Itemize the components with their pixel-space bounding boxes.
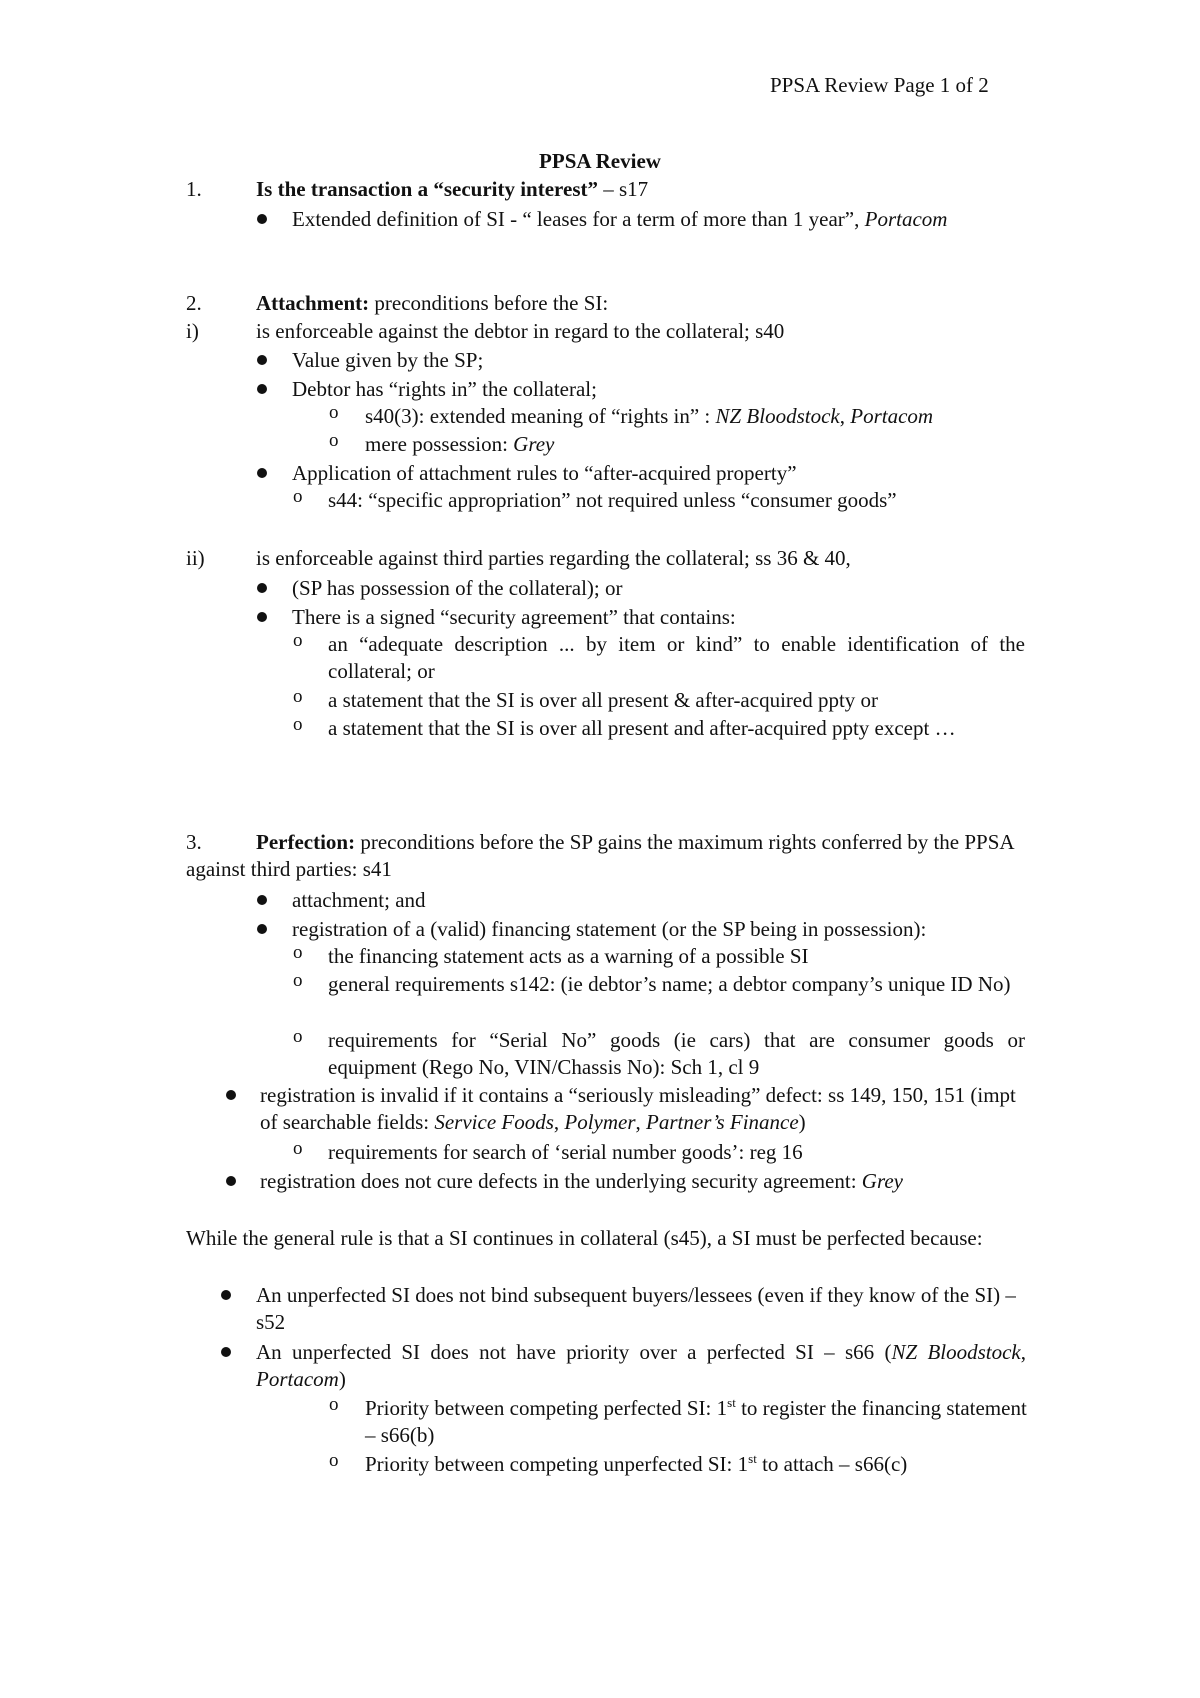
section-3-sub-2: general requirements s142: (ie debtor’s name; a debtor company’s unique ID No) — [328, 972, 1011, 996]
section-2-i-sub-2: mere possession: Grey — [365, 432, 555, 456]
bullet-icon — [257, 468, 267, 478]
bullet-icon — [221, 1347, 231, 1357]
closing-sub-2: Priority between competing unperfected SI: 1st to attach – s66(c) — [365, 1451, 908, 1476]
bullet-icon — [257, 583, 267, 593]
bullet-icon — [257, 384, 267, 394]
circle-bullet-icon: o — [293, 942, 303, 963]
section-3-sub-4: requirements for search of ‘serial number goods’: reg 16 — [328, 1140, 803, 1164]
section-2-i-bullet-2: Debtor has “rights in” the collateral; — [292, 377, 597, 401]
section-2-i-bullet-1: Value given by the SP; — [292, 348, 484, 372]
page-header: PPSA Review Page 1 of 2 — [770, 73, 989, 97]
section-3-bullet-3: registration is invalid if it contains a “seriously misleading” defect: ss 149, 150, 151 (impt of searchable fields: Service Foods, Polymer, Partner’s Finance) — [260, 1083, 1016, 1134]
bullet-icon — [226, 1090, 236, 1100]
section-3-bullet-1: attachment; and — [292, 888, 426, 912]
section-2-ii-bullet-1: (SP has possession of the collateral); or — [292, 576, 623, 600]
circle-bullet-icon: o — [293, 1026, 303, 1047]
section-2-i-text: is enforceable against the debtor in regard to the collateral; s40 — [256, 319, 785, 343]
closing-paragraph: While the general rule is that a SI continues in collateral (s45), a SI must be perfected because: — [186, 1226, 983, 1250]
section-2-i-sub-1: s40(3): extended meaning of “rights in” : NZ Bloodstock, Portacom — [365, 404, 934, 428]
circle-bullet-icon: o — [293, 714, 303, 735]
circle-bullet-icon: o — [293, 630, 303, 651]
document-title: PPSA Review — [539, 149, 661, 173]
section-2-ii-text: is enforceable against third parties regarding the collateral; ss 36 & 40, — [256, 546, 851, 570]
section-2-ii-sub-3: a statement that the SI is over all present and after-acquired ppty except … — [328, 716, 956, 740]
circle-bullet-icon: o — [329, 430, 339, 451]
section-1-bullet-1: Extended definition of SI - “ leases for a term of more than 1 year”, Portacom — [292, 207, 948, 231]
bullet-icon — [221, 1290, 231, 1300]
section-2-ii-number: ii) — [186, 546, 205, 570]
closing-bullet-1: An unperfected SI does not bind subsequent buyers/lessees (even if they know of the SI) – s52 — [256, 1283, 1016, 1334]
section-2-heading: Attachment: preconditions before the SI: — [256, 291, 609, 315]
section-2-number: 2. — [186, 291, 202, 315]
section-3-bullet-4: registration does not cure defects in the underlying security agreement: Grey — [260, 1169, 903, 1193]
circle-bullet-icon: o — [329, 402, 339, 423]
section-2-ii-sub-1: an “adequate description ... by item or kind” to enable identification of the collateral; or — [328, 632, 1025, 683]
section-2-ii-bullet-2: There is a signed “security agreement” that contains: — [292, 605, 736, 629]
circle-bullet-icon: o — [293, 1138, 303, 1159]
bullet-icon — [257, 612, 267, 622]
bullet-icon — [257, 924, 267, 934]
section-1-number: 1. — [186, 177, 202, 201]
closing-bullet-2: An unperfected SI does not have priority over a perfected SI – s66 (NZ Bloodstock, Portacom) — [256, 1340, 1027, 1391]
section-2-i-bullet-3: Application of attachment rules to “after-acquired property” — [292, 461, 797, 485]
section-3-bullet-2: registration of a (valid) financing statement (or the SP being in possession): — [292, 917, 927, 941]
bullet-icon — [257, 214, 267, 224]
circle-bullet-icon: o — [293, 486, 303, 507]
section-3-heading: Perfection: preconditions before the SP gains the maximum rights conferred by the PPSA against third parties: s41 — [186, 830, 1014, 881]
circle-bullet-icon: o — [329, 1450, 339, 1471]
circle-bullet-icon: o — [293, 686, 303, 707]
bullet-icon — [257, 355, 267, 365]
circle-bullet-icon: o — [329, 1394, 339, 1415]
section-3-sub-3: requirements for “Serial No” goods (ie cars) that are consumer goods or equipment (Rego No, VIN/Chassis No): Sch 1, cl 9 — [328, 1028, 1025, 1079]
section-3-number: 3. — [186, 830, 202, 854]
closing-sub-1: Priority between competing perfected SI: 1st to register the financing statement – s66(b) — [365, 1395, 1027, 1447]
section-1-heading: Is the transaction a “security interest” – s17 — [256, 177, 649, 201]
circle-bullet-icon: o — [293, 970, 303, 991]
section-2-i-number: i) — [186, 319, 199, 343]
section-2-ii-sub-2: a statement that the SI is over all present & after-acquired ppty or — [328, 688, 879, 712]
bullet-icon — [226, 1176, 236, 1186]
section-3-sub-1: the financing statement acts as a warning of a possible SI — [328, 944, 809, 968]
section-2-i-sub-3: s44: “specific appropriation” not required unless “consumer goods” — [328, 488, 897, 512]
bullet-icon — [257, 895, 267, 905]
